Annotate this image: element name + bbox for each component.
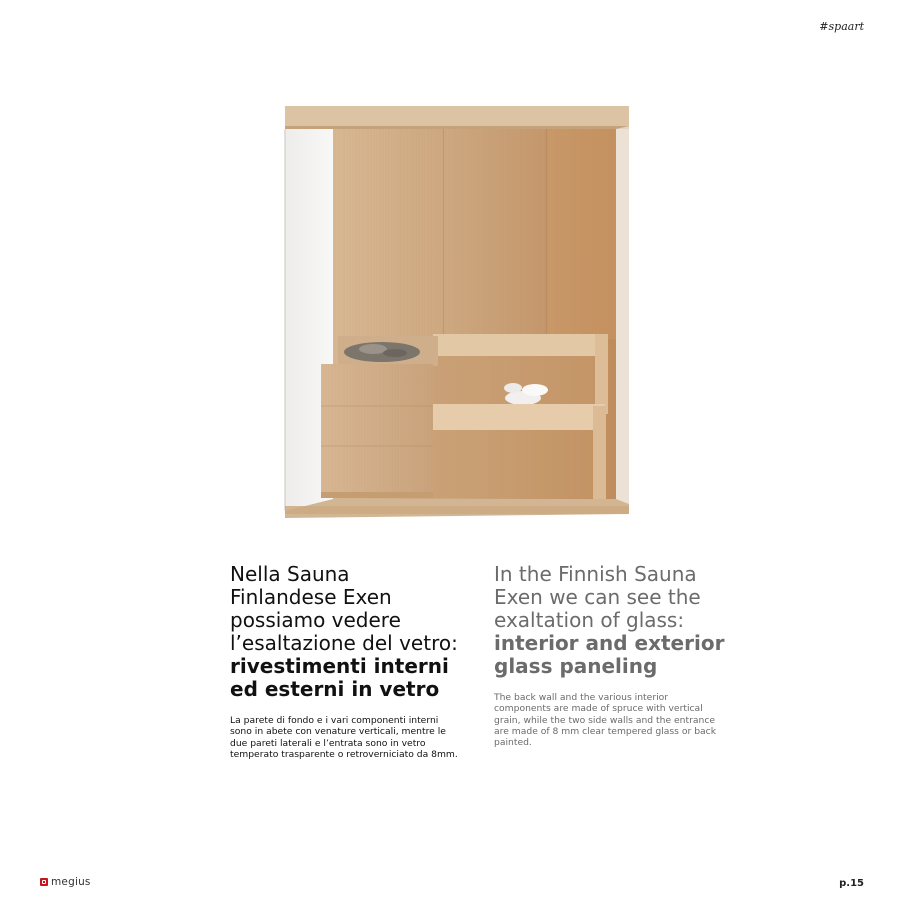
right-glass-wall — [616, 126, 629, 504]
upper-bench — [433, 334, 608, 356]
english-headline-bold: interior and exterior glass paneling — [494, 631, 725, 678]
brand-logo — [40, 876, 91, 888]
italian-headline — [230, 563, 462, 701]
lower-bench — [433, 404, 605, 430]
italian-headline-regular: Nella Sauna Finlandese Exen possiamo vedere l’esaltazione del vetro: — [230, 562, 458, 655]
hashtag-label: #spaart — [819, 20, 864, 33]
english-column — [494, 563, 726, 748]
page-number: p.15 — [839, 878, 864, 889]
megius-logo-icon — [40, 878, 48, 886]
italian-body: La parete di fondo e i vari componenti interni sono in abete con venature verticali, mentre le due pareti laterali e l’entrata sono in vetro temperato trasparente o retroverniciato da 8mm. — [230, 715, 458, 760]
stove — [321, 336, 438, 498]
english-body: The back wall and the various interior components are made of spruce with vertical grain, while the two side walls and the entrance are made of 8 mm clear tempered glass or back painted. — [494, 692, 717, 749]
english-headline-regular: In the Finnish Sauna Exen we can see the exaltation of glass: — [494, 562, 701, 632]
roof-panel — [285, 106, 629, 128]
brand-name: megius — [51, 876, 91, 888]
english-headline — [494, 563, 726, 678]
sauna-image — [283, 106, 631, 518]
italian-headline-bold: rivestimenti interni ed esterni in vetro — [230, 654, 449, 701]
italian-column — [230, 563, 462, 760]
